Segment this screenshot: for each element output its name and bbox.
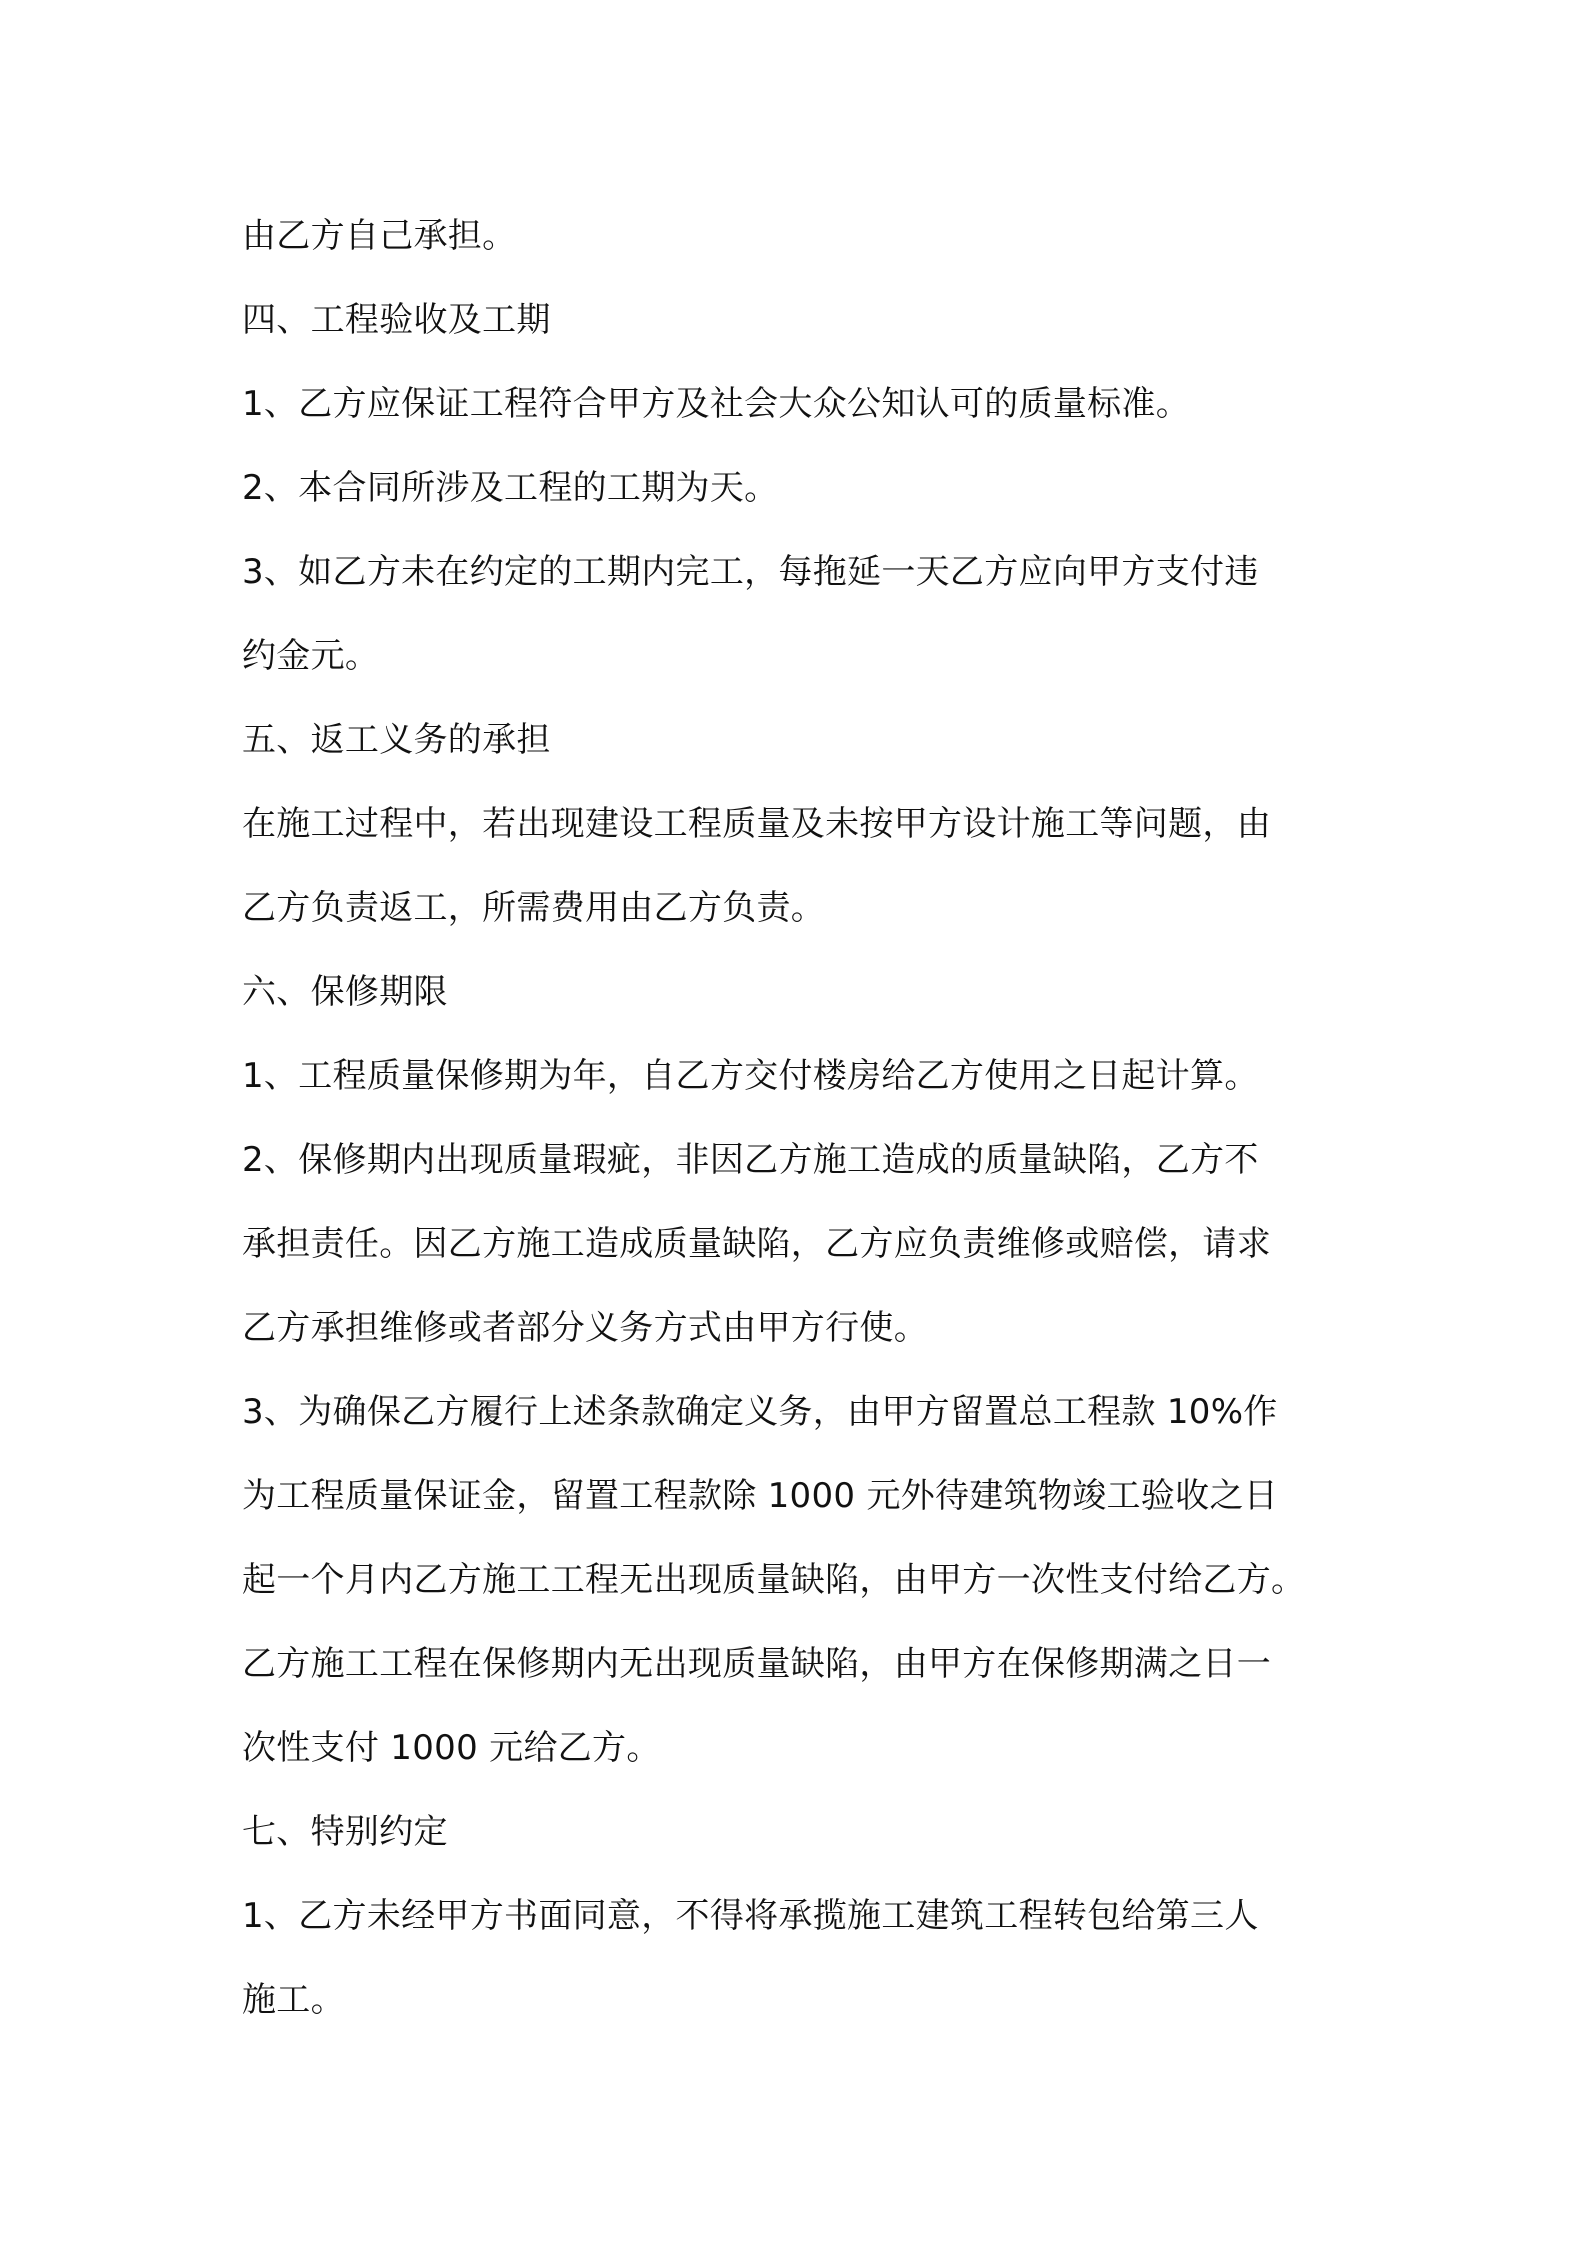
text-line: 乙方施工工程在保修期内无出现质量缺陷，由甲方在保修期满之日一 [242, 1644, 1271, 1684]
text-line: 3、为确保乙方履行上述条款确定义务，由甲方留置总工程款 10%作 [242, 1392, 1278, 1432]
section-heading: 五、返工义务的承担 [242, 720, 551, 760]
text-line: 承担责任。因乙方施工造成质量缺陷，乙方应负责维修或赔偿，请求 [242, 1224, 1271, 1264]
text-line: 2、保修期内出现质量瑕疵，非因乙方施工造成的质量缺陷，乙方不 [242, 1140, 1259, 1180]
text-line: 起一个月内乙方施工工程无出现质量缺陷，由甲方一次性支付给乙方。 [242, 1560, 1306, 1600]
text-line: 1、工程质量保修期为年，自乙方交付楼房给乙方使用之日起计算。 [242, 1056, 1259, 1096]
text-line: 在施工过程中，若出现建设工程质量及未按甲方设计施工等问题，由 [242, 804, 1271, 844]
text-line: 1、乙方未经甲方书面同意，不得将承揽施工建筑工程转包给第三人 [242, 1896, 1259, 1936]
text-line: 1、乙方应保证工程符合甲方及社会大众公知认可的质量标准。 [242, 384, 1191, 424]
section-heading: 六、保修期限 [242, 972, 448, 1012]
text-line: 施工。 [242, 1980, 345, 2020]
text-line: 约金元。 [242, 636, 380, 676]
text-line: 为工程质量保证金，留置工程款除 1000 元外待建筑物竣工验收之日 [242, 1476, 1279, 1516]
section-heading: 四、工程验收及工期 [242, 300, 551, 340]
text-line: 次性支付 1000 元给乙方。 [242, 1728, 661, 1768]
text-line: 由乙方自己承担。 [242, 216, 517, 256]
section-heading: 七、特别约定 [242, 1812, 448, 1852]
text-line: 2、本合同所涉及工程的工期为天。 [242, 468, 779, 508]
text-line: 乙方承担维修或者部分义务方式由甲方行使。 [242, 1308, 928, 1348]
text-line: 3、如乙方未在约定的工期内完工，每拖延一天乙方应向甲方支付违 [242, 552, 1259, 592]
text-line: 乙方负责返工，所需费用由乙方负责。 [242, 888, 826, 928]
document-body [242, 194, 1372, 2042]
